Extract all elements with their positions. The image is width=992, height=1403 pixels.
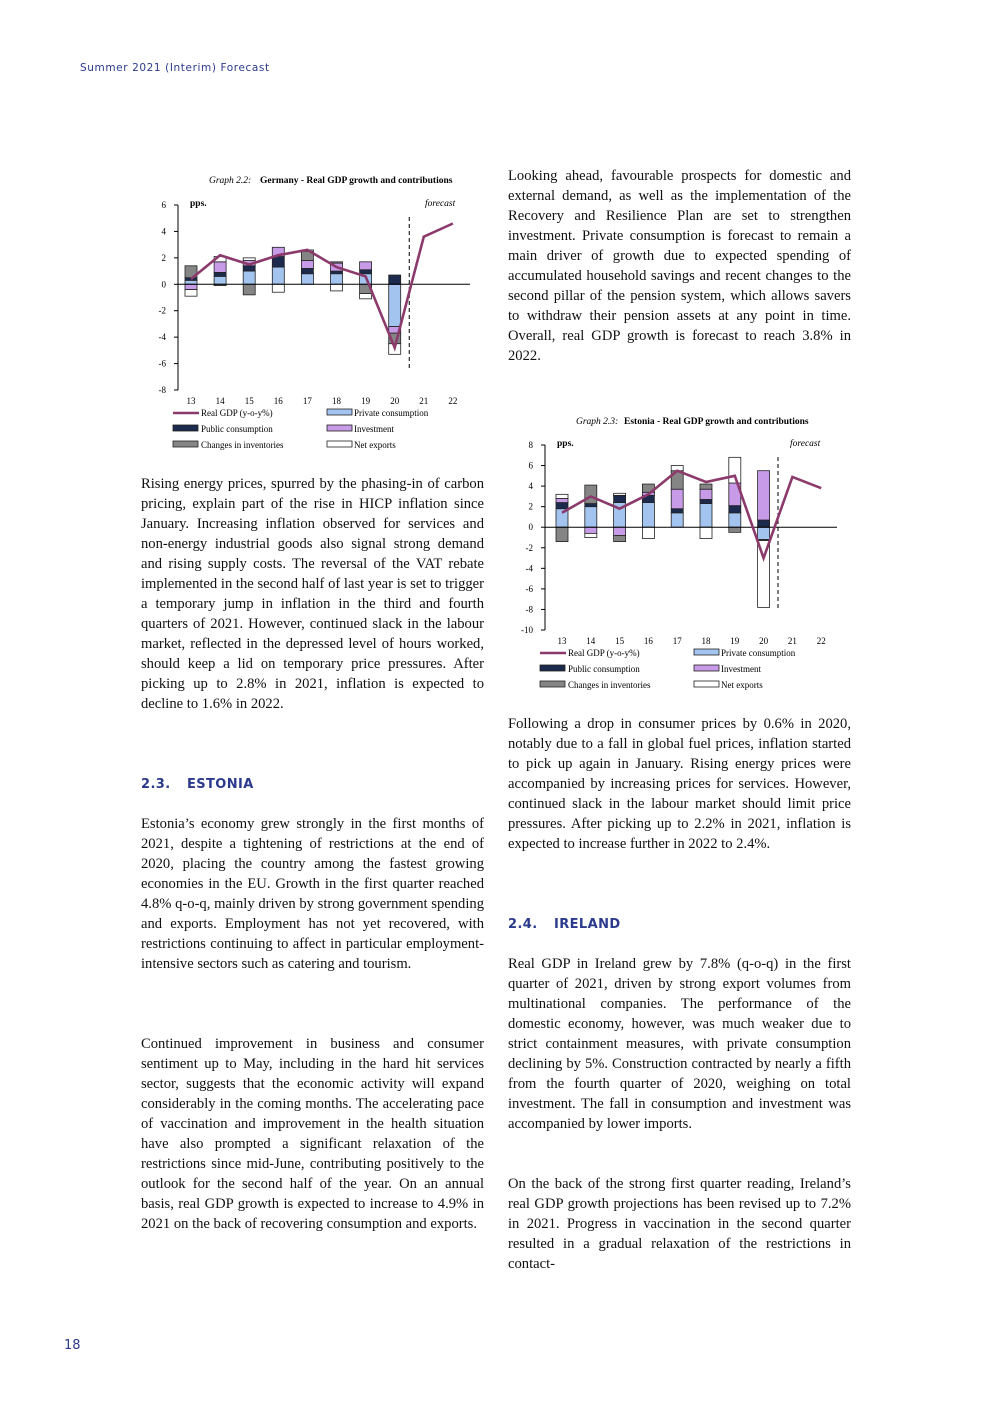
bar-segment-investment — [360, 262, 372, 270]
x-tick-label: 14 — [586, 636, 596, 646]
bar-segment-net-exports — [272, 284, 284, 292]
bar-segment-changes-in-inventories — [614, 535, 626, 541]
y-tick-label: -6 — [158, 358, 166, 369]
y-tick-label: 6 — [528, 460, 533, 471]
x-tick-label: 17 — [302, 396, 312, 406]
y-tick-label: -10 — [521, 625, 533, 635]
bar-segment-investment — [556, 498, 568, 502]
estonia-y-ticks — [521, 440, 545, 635]
estonia-legend — [540, 648, 796, 690]
section-heading-estonia — [141, 777, 254, 792]
legend-gdp-label: Real GDP (y-o-y%) — [568, 648, 640, 658]
legend-inventories-swatch — [540, 681, 565, 687]
y-tick-label: -2 — [158, 305, 166, 316]
left-paragraph-2: Estonia’s economy grew strongly in the first months of 2021, despite a tightening of restrictions at the end of 2020, placing the country among the fastest growing economies in the EU. Growth in the first quarter reached 4.8% q-o-q, mainly driven by strong government spending and exports. Employment has not yet recovered, with restrictions continuing to affect in particular employment-intensive sectors such as catering and tourism. — [141, 816, 484, 972]
right-paragraph-3: Real GDP in Ireland grew by 7.8% (q-o-q) in the first quarter of 2021, driven by strong export volumes from multinational companies. The performance of the domestic economy, however, was much weaker due to strict containment measures, with private consumption declining by 5%. Construction contracted by nearly a fifth from the fourth quarter of 2020, weighing on total investment. The fall in consumption and investment was accompanied by lower imports. — [508, 956, 851, 1132]
bar-segment-net-exports — [331, 284, 343, 291]
bar-segment-public-consumption — [243, 266, 255, 271]
bar-segment-private-consumption — [243, 271, 255, 284]
estonia-chart-caption-title: Estonia - Real GDP growth and contributions — [624, 417, 809, 427]
estonia-unit-label: pps. — [557, 439, 574, 449]
germany-chart-caption-title: Germany - Real GDP growth and contributions — [260, 176, 453, 186]
x-tick-label: 17 — [672, 636, 682, 646]
x-tick-label: 13 — [557, 636, 567, 646]
x-tick-label: 22 — [448, 396, 458, 406]
bar-segment-changes-in-inventories — [585, 485, 597, 504]
germany-chart-caption-prefix: Graph 2.2: — [209, 176, 252, 186]
bar-segment-changes-in-inventories — [700, 484, 712, 489]
bar-segment-net-exports — [758, 541, 770, 608]
bar-segment-public-consumption — [671, 509, 683, 513]
estonia-forecast-label: forecast — [790, 439, 821, 449]
bar-segment-private-consumption — [758, 527, 770, 539]
legend-net-exports-swatch — [694, 681, 719, 687]
bar-segment-changes-in-inventories — [331, 262, 343, 263]
bar-segment-private-consumption — [185, 280, 197, 284]
germany-x-ticks — [187, 396, 458, 406]
bar-segment-changes-in-inventories — [243, 284, 255, 295]
bar-segment-private-consumption — [389, 284, 401, 326]
bar-segment-net-exports — [642, 527, 654, 538]
bar-segment-private-consumption — [700, 504, 712, 528]
bar-segment-private-consumption — [301, 274, 313, 285]
x-tick-label: 18 — [332, 396, 341, 406]
bar-segment-private-consumption — [585, 507, 597, 528]
bar-segment-net-exports — [700, 527, 712, 538]
germany-chart — [140, 168, 485, 458]
bar-segment-investment — [700, 489, 712, 499]
estonia-gdp-line — [562, 471, 821, 558]
right-paragraph-1: Looking ahead, favourable prospects for domestic and external demand, as well as the implementation of the Recovery and Resilience Plan are set to strengthen investment. Private consumption is forecast to remain a main driver of growth due to expected spending of accumulated household savings and recent changes to the second pillar of the pension system, which allows savers to withdraw their pension assets at any point in time. Overall, real GDP growth is forecast to reach 3.8% in 2022. — [508, 168, 851, 364]
y-tick-label: -8 — [525, 604, 533, 615]
bar-segment-investment — [585, 527, 597, 533]
bar-segment-net-exports — [556, 494, 568, 498]
bar-segment-private-consumption — [729, 513, 741, 527]
bar-segment-investment — [614, 527, 626, 535]
right-paragraph-4: On the back of the strong first quarter reading, Ireland’s real GDP growth projections has been revised up to 7.2% in 2021. Progress in vaccination in the second quarter resulted in a gradual relaxation of the restrictions in contact- — [508, 1176, 851, 1272]
estonia-x-ticks — [558, 636, 826, 646]
y-tick-label: 0 — [161, 279, 166, 290]
y-tick-label: 2 — [161, 252, 166, 263]
bar-segment-public-consumption — [301, 268, 313, 273]
legend-private-label: Private consumption — [721, 648, 796, 658]
x-tick-label: 20 — [390, 396, 400, 406]
y-tick-label: -4 — [158, 332, 166, 343]
estonia-chart-caption-prefix: Graph 2.3: — [576, 417, 619, 427]
bar-segment-investment — [758, 471, 770, 520]
legend-investment-label: Investment — [721, 664, 761, 674]
estonia-chart — [507, 410, 852, 700]
bar-segment-changes-in-inventories — [556, 527, 568, 541]
bar-segment-public-consumption — [389, 275, 401, 284]
y-tick-label: -8 — [158, 385, 166, 395]
y-tick-label: 4 — [528, 481, 533, 492]
right-paragraph-2: Following a drop in consumer prices by 0.6% in 2020, notably due to a fall in global fuel prices, inflation started to pick up again in January. Rising energy prices were accompanied by increasing prices for services. However, continued slack in the labour market should limit price pressures. After picking up to 2.2% in 2021, inflation is expected to increase further in 2022 to 2.4%. — [508, 716, 851, 852]
legend-private-swatch — [327, 409, 352, 415]
legend-net-exports-label: Net exports — [721, 680, 763, 690]
y-tick-label: 0 — [528, 522, 533, 533]
bar-segment-public-consumption — [614, 495, 626, 502]
bar-segment-public-consumption — [758, 520, 770, 527]
legend-net-exports-swatch — [327, 441, 352, 447]
y-tick-label: 4 — [161, 226, 166, 237]
bar-segment-net-exports — [243, 258, 255, 261]
germany-forecast-label: forecast — [425, 199, 456, 209]
section-title: IRELAND — [554, 917, 621, 932]
x-tick-label: 20 — [759, 636, 769, 646]
x-tick-label: 15 — [244, 396, 254, 406]
bar-segment-net-exports — [185, 290, 197, 297]
section-title: ESTONIA — [187, 777, 254, 792]
x-tick-label: 18 — [701, 636, 711, 646]
x-tick-label: 14 — [215, 396, 225, 406]
y-tick-label: -2 — [525, 542, 533, 553]
legend-net-exports-label: Net exports — [354, 440, 396, 450]
germany-unit-label: pps. — [190, 199, 207, 209]
section-heading-ireland — [508, 917, 621, 932]
bar-segment-public-consumption — [556, 503, 568, 509]
bar-segment-investment — [214, 262, 226, 273]
left-paragraph-1: Rising energy prices, spurred by the phasing-in of carbon pricing, explain part of the rise in HICP inflation since January. Increasing inflation observed for services and non-energy industrial goods also signal strong demand and rising supply costs. The reversal of the VAT rebate implemented in the second half of last year is set to trigger a temporary jump in inflation in the third and fourth quarters of 2021. However, continued slack in the labour market, reflected in the depressed level of hours worked, should keep a lid on temporary price pressures. After picking up to 2.8% in 2021, inflation is expected to decline to 1.6% in 2022. — [141, 476, 484, 712]
bar-segment-private-consumption — [331, 274, 343, 285]
legend-public-label: Public consumption — [568, 664, 640, 674]
x-tick-label: 21 — [419, 396, 429, 406]
bar-segment-investment — [185, 284, 197, 289]
y-tick-label: 2 — [528, 501, 533, 512]
legend-private-swatch — [694, 649, 719, 655]
legend-investment-label: Investment — [354, 424, 394, 434]
page-number: 18 — [64, 1338, 81, 1353]
x-tick-label: 16 — [643, 636, 653, 646]
legend-private-label: Private consumption — [354, 408, 429, 418]
x-tick-label: 13 — [186, 396, 196, 406]
bar-segment-net-exports — [360, 294, 372, 299]
left-paragraph-3: Continued improvement in business and consumer sentiment up to May, including in the hard hit services sector, suggests that the economic activity will expand considerably in the coming months. The accelerating pace of vaccination and improvement in the health situation have also prompted a significant relaxation of the restrictions since mid-June, contributing positively to the outlook for the second half of the year. On an annual basis, real GDP growth is expected to increase to 4.9% in 2021 on the back of recovering consumption and exports. — [141, 1036, 484, 1232]
bar-segment-public-consumption — [585, 504, 597, 507]
x-tick-label: 21 — [787, 636, 797, 646]
legend-investment-swatch — [327, 425, 352, 431]
x-tick-label: 19 — [730, 636, 740, 646]
legend-public-swatch — [173, 425, 198, 431]
bar-segment-private-consumption — [642, 503, 654, 528]
germany-gdp-line — [191, 224, 453, 348]
bar-segment-public-consumption — [700, 499, 712, 503]
germany-legend — [173, 408, 429, 450]
y-tick-label: -6 — [525, 583, 533, 594]
x-tick-label: 22 — [816, 636, 826, 646]
legend-gdp-label: Real GDP (y-o-y%) — [201, 408, 273, 418]
germany-y-ticks — [159, 200, 179, 395]
bar-segment-net-exports — [585, 533, 597, 537]
bar-segment-private-consumption — [671, 513, 683, 527]
x-tick-label: 15 — [615, 636, 625, 646]
bar-segment-public-consumption — [360, 270, 372, 274]
y-tick-label: -4 — [525, 563, 533, 574]
legend-inventories-label: Changes in inventories — [201, 440, 284, 450]
bar-segment-investment — [301, 261, 313, 269]
bar-segment-changes-in-inventories — [729, 527, 741, 532]
bar-segment-public-consumption — [272, 257, 284, 268]
y-tick-label: 6 — [161, 200, 166, 210]
y-tick-label: 8 — [528, 440, 533, 450]
legend-public-swatch — [540, 665, 565, 671]
bar-segment-private-consumption — [272, 267, 284, 284]
legend-inventories-swatch — [173, 441, 198, 447]
legend-inventories-label: Changes in inventories — [568, 680, 651, 690]
bar-segment-private-consumption — [214, 276, 226, 284]
x-tick-label: 19 — [361, 396, 371, 406]
bar-segment-public-consumption — [214, 272, 226, 276]
legend-public-label: Public consumption — [201, 424, 273, 434]
legend-investment-swatch — [694, 665, 719, 671]
section-number: 2.3. — [141, 777, 171, 792]
x-tick-label: 16 — [273, 396, 283, 406]
section-number: 2.4. — [508, 917, 538, 932]
bar-segment-net-exports — [614, 493, 626, 495]
bar-segment-public-consumption — [729, 506, 741, 513]
bar-segment-investment — [671, 489, 683, 509]
germany-bars — [185, 247, 401, 354]
running-header: Summer 2021 (Interim) Forecast — [80, 62, 270, 74]
